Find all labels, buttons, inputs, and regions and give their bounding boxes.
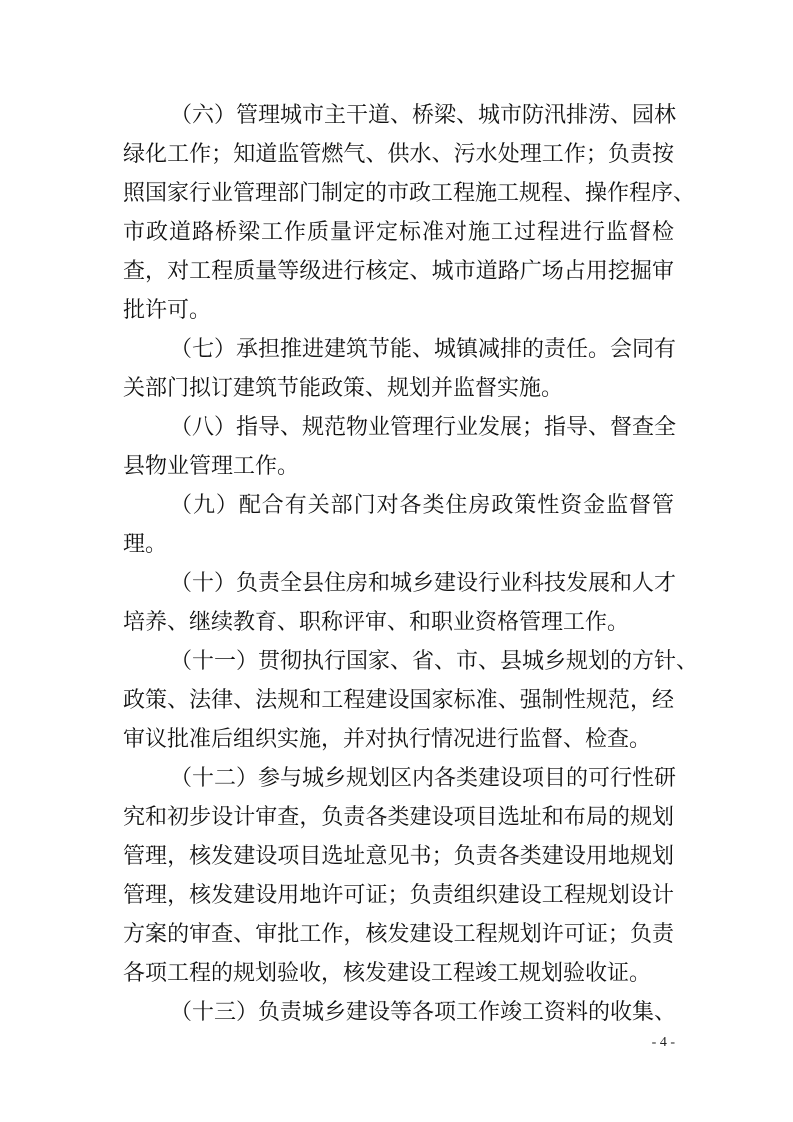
paragraph-7-line-1: （七）承担推进建筑节能、城镇减排的责任。会同有: [170, 337, 677, 362]
paragraph-6-line-5: 查，对工程质量等级进行核定、城市道路广场占用挖掘审: [123, 259, 674, 284]
paragraph-9-line-2: 理。: [123, 532, 168, 557]
paragraph-12-line-6: 各项工程的规划验收，核发建设工程竣工规划验收证。: [123, 961, 652, 986]
paragraph-7-line-2: 关部门拟订建筑节能政策、规划并监督实施。: [123, 376, 564, 401]
paragraph-6-line-2: 绿化工作；知道监管燃气、供水、污水处理工作；负责按: [123, 142, 674, 167]
paragraph-10-line-1: （十）负责全县住房和城乡建设行业科技发展和人才: [170, 571, 677, 596]
paragraph-6-line-4: 市政道路桥梁工作质量评定标准对施工过程进行监督检: [123, 220, 674, 245]
paragraph-8-line-2: 县物业管理工作。: [123, 454, 300, 479]
paragraph-12-line-2: 究和初步设计审查，负责各类建设项目选址和布局的规划: [123, 805, 674, 830]
paragraph-6-line-3: 照国家行业管理部门制定的市政工程施工规程、操作程序、: [123, 181, 696, 206]
paragraph-12-line-1: （十二）参与城乡规划区内各类建设项目的可行性研: [170, 766, 677, 791]
paragraph-12-line-3: 管理，核发建设项目选址意见书；负责各类建设用地规划: [123, 844, 674, 869]
paragraph-10-line-2: 培养、继续教育、职称评审、和职业资格管理工作。: [123, 610, 630, 635]
paragraph-6-line-1: （六）管理城市主干道、桥梁、城市防汛排涝、园林: [170, 103, 677, 128]
paragraph-11-line-3: 审议批准后组织实施，并对执行情况进行监督、检查。: [123, 727, 652, 752]
paragraph-8-line-1: （八）指导、规范物业管理行业发展；指导、督查全: [170, 415, 677, 440]
paragraph-6-line-6: 批许可。: [123, 298, 212, 323]
paragraph-12-line-5: 方案的审查、审批工作，核发建设工程规划许可证；负责: [123, 922, 674, 947]
paragraph-11-line-2: 政策、法律、法规和工程建设国家标准、强制性规范，经: [123, 688, 674, 713]
paragraph-9-line-1: （九）配合有关部门对各类住房政策性资金监督管: [170, 493, 674, 518]
page-number: - 4 -: [651, 1035, 675, 1050]
paragraph-12-line-4: 管理，核发建设用地许可证；负责组织建设工程规划设计: [123, 883, 674, 908]
paragraph-11-line-1: （十一）贯彻执行国家、省、市、县城乡规划的方针、: [170, 649, 699, 674]
paragraph-13-line-1: （十三）负责城乡建设等各项工作竣工资料的收集、: [170, 1000, 677, 1025]
